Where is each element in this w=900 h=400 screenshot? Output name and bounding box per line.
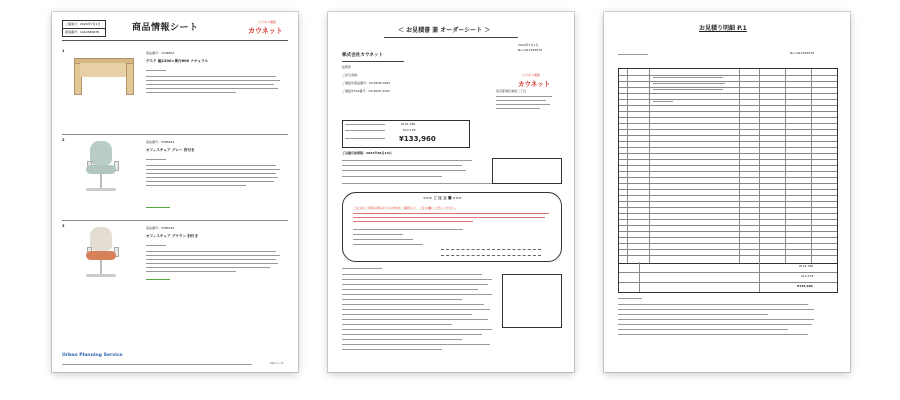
product-code: 商品番号：7298302 (146, 51, 175, 55)
customer-company: 株式会社カウネット (342, 53, 384, 58)
order-notice-box (342, 192, 562, 262)
quote-number: No.1412345678 (790, 51, 815, 55)
product-name: オフィスチェア グレー 肘付き (146, 148, 195, 152)
quotation-order-sheet (328, 12, 574, 372)
sheet-title: ＜ お見積書 兼 オーダーシート ＞ (398, 27, 491, 34)
product-code: 商品番号：3385032 (146, 226, 175, 230)
logo-tagline: ビジネス通販 (258, 20, 276, 24)
product-name: デスク 幅1200×奥行600 ナチュラル (146, 59, 209, 63)
order-notice-text: ご注文をご希望の際は以下の内容をご確認の上、ご注文欄にご記入ください。 (353, 206, 459, 210)
detail-table (618, 68, 838, 264)
kaunet-logo: カウネット (248, 27, 283, 35)
logo-tagline: ビジネス通販 (522, 73, 540, 77)
page-number: 1/1ページ (270, 361, 284, 365)
tax: ¥12,178 (403, 128, 416, 132)
order-notice-title: <<< ご 注 文 欄 >>> (423, 196, 462, 200)
chair-gray-image (82, 141, 122, 201)
product-index: 3 (62, 224, 65, 228)
contact-fax: ご連絡先FAX番号：03-6635-3200 (342, 89, 390, 93)
totals-box (618, 262, 838, 293)
header-divider (62, 40, 288, 41)
proposal-number: 提案番号：1412345678 (65, 29, 100, 34)
product-index: 1 (62, 49, 65, 53)
quotation-detail-sheet (604, 12, 850, 372)
validity-date: ご見積有効期限：2024年08月10日 (342, 151, 392, 155)
sheet-title: お見積り明細 P.1 (699, 25, 747, 32)
product-index: 2 (62, 138, 65, 142)
quote-date: 2024年7月1日 (518, 43, 539, 47)
product-block (62, 134, 288, 219)
subtotal: ¥121,780 (799, 264, 814, 268)
product-block (62, 220, 288, 305)
tax: ¥12,178 (801, 274, 814, 278)
proposal-header-box (62, 20, 106, 37)
product-name: オフィスチェア ブラウン 肘付き (146, 234, 199, 238)
quote-number: No.1412345678 (518, 48, 543, 52)
proposal-date: ご提案日：2024年7月1日 (63, 21, 105, 29)
kaunet-logo: カウネット (518, 80, 551, 88)
footer-brand: Urban Planning Service (62, 353, 123, 358)
customer-department: 総務部 (342, 65, 352, 69)
total-amount: ¥133,960 (797, 284, 813, 288)
vendor-address: 東京都港区港南二丁目 (496, 89, 527, 93)
subtotal: ¥121,780 (401, 122, 416, 126)
contact-phone: ご連絡先電話番号：03-6635-3200 (342, 81, 391, 85)
product-code: 商品番号：3385024 (146, 140, 175, 144)
product-block (62, 48, 288, 132)
product-info-sheet (52, 12, 298, 372)
chair-brown-image (82, 227, 122, 287)
amount-box (342, 120, 470, 148)
contact-person: ご担当者様： (342, 73, 361, 77)
total-amount: ¥133,960 (399, 135, 436, 143)
desk-image (74, 58, 132, 94)
sheet-title: 商品情報シート (132, 23, 199, 33)
